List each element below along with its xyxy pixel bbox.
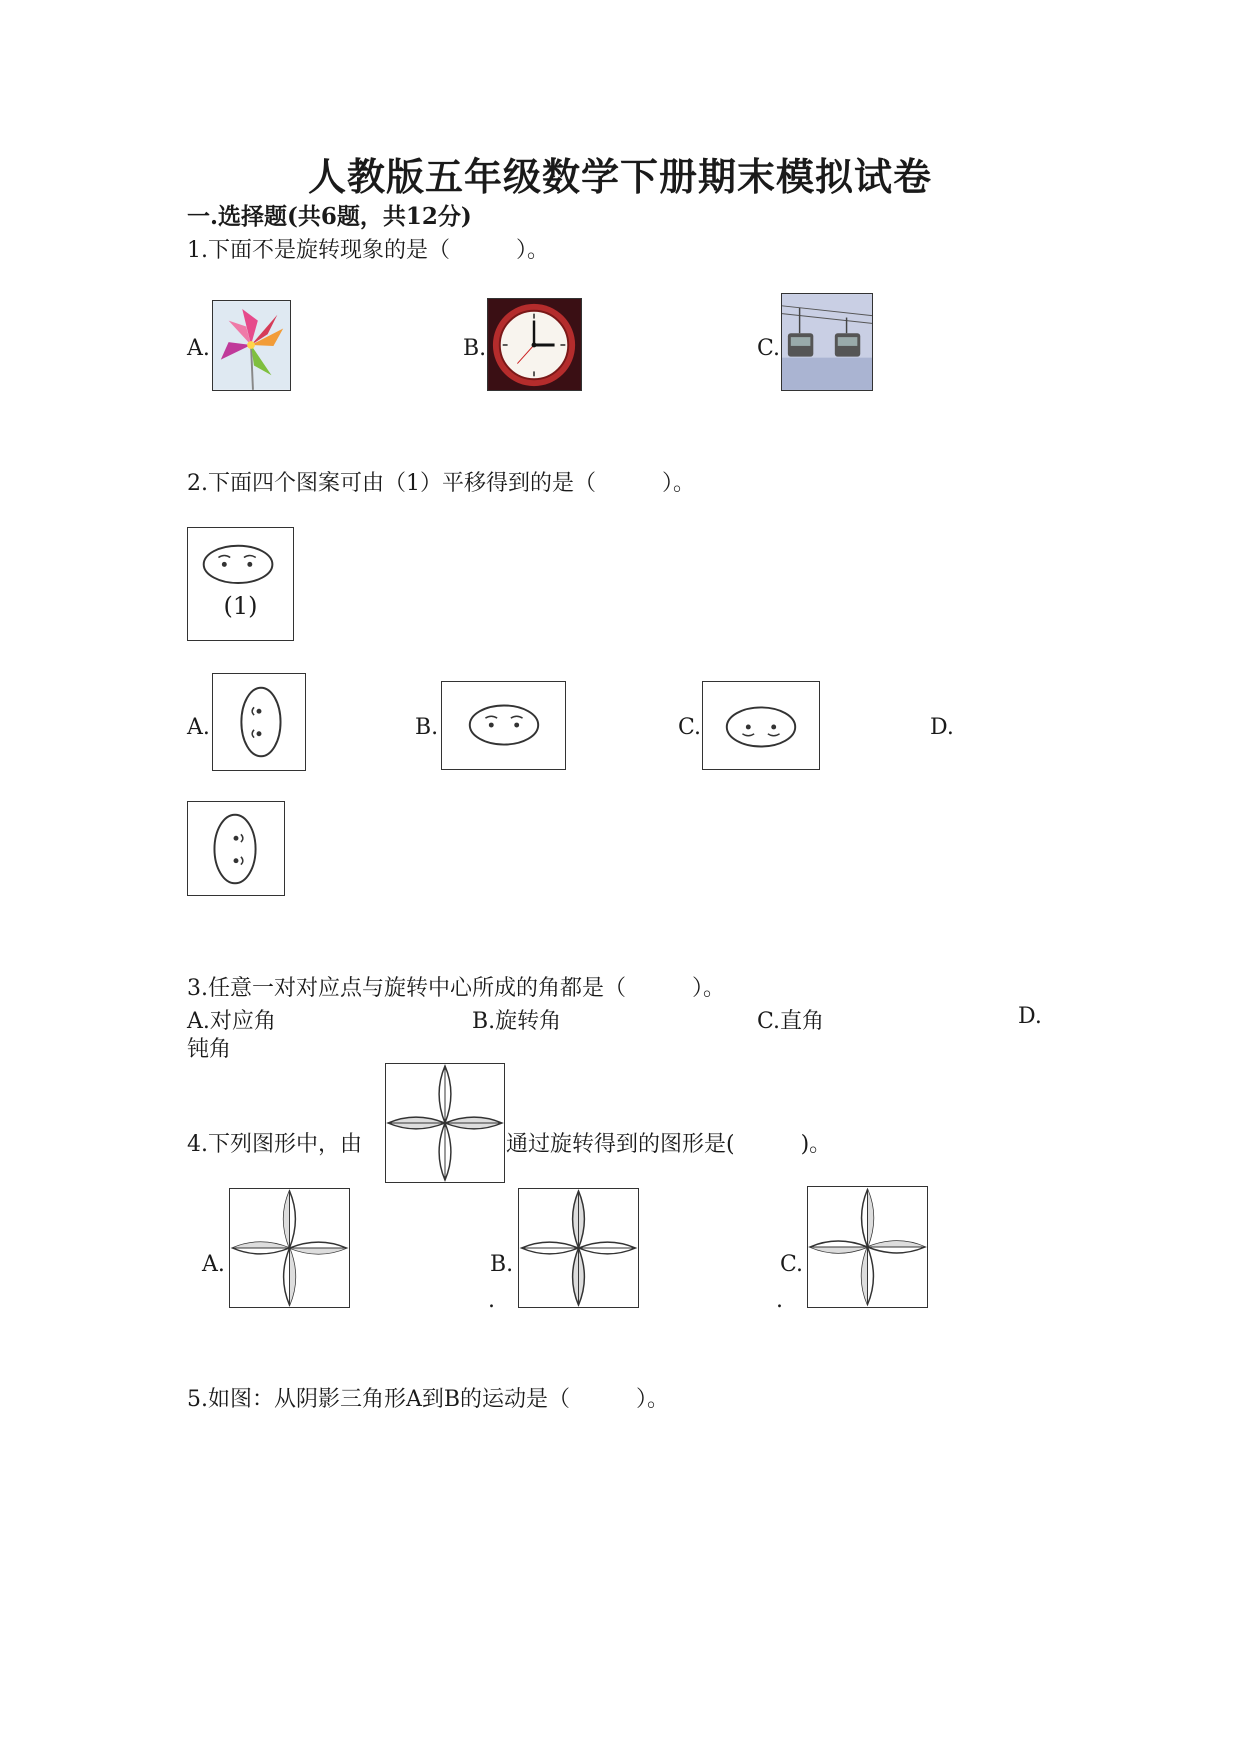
q3-option-b: B.旋转角 [472, 1009, 562, 1034]
q3-option-d: D. [1018, 1004, 1042, 1029]
q4-option-c-dot: . [776, 1288, 783, 1313]
q4-option-b-flower [518, 1188, 639, 1308]
q3-option-d-wrap: 钝角 [187, 1037, 232, 1062]
clock-image [487, 298, 582, 391]
q2-option-d-face [187, 801, 285, 896]
q4-option-a-flower [229, 1188, 350, 1308]
q2-option-c-label: C. [678, 715, 702, 740]
q4-reference-flower [385, 1063, 505, 1183]
figure-1-label: (1) [223, 592, 258, 620]
q3-option-c: C.直角 [757, 1009, 825, 1034]
q1-option-c-label: C. [757, 336, 781, 361]
question-3-text: 3.任意一对对应点与旋转中心所成的角都是（ ）。 [187, 976, 725, 1001]
q4-option-b-label: B. [490, 1252, 514, 1277]
q2-option-c-face [702, 681, 820, 770]
pinwheel-image [212, 300, 291, 391]
q2-option-b-label: B. [415, 715, 439, 740]
q1-option-a-label: A. [187, 336, 210, 361]
figure-1-face [187, 527, 294, 641]
cable-car-image [781, 293, 873, 391]
q4-option-c-flower [807, 1186, 928, 1308]
q4-option-b-dot: . [488, 1288, 495, 1313]
question-4-text-after: 通过旋转得到的图形是( )。 [506, 1132, 832, 1157]
q2-option-a-face [212, 673, 306, 771]
question-1-text: 1.下面不是旋转现象的是（ ）。 [187, 238, 549, 263]
q1-option-b-label: B. [463, 336, 487, 361]
section-heading: 一.选择题(共6题，共12分) [187, 203, 472, 230]
q4-option-a-label: A. [202, 1252, 225, 1277]
page-title: 人教版五年级数学下册期末模拟试卷 [307, 154, 932, 199]
q3-option-a: A.对应角 [187, 1009, 276, 1034]
q2-option-d-label: D. [930, 715, 954, 740]
q2-option-b-face [441, 681, 566, 770]
question-4-text-before: 4.下列图形中，由 [187, 1132, 362, 1157]
q4-option-c-label: C. [780, 1252, 804, 1277]
question-5-text: 5.如图：从阴影三角形A到B的运动是（ ）。 [187, 1387, 670, 1412]
question-2-text: 2.下面四个图案可由（1）平移得到的是（ ）。 [187, 471, 695, 496]
q2-option-a-label: A. [187, 715, 210, 740]
